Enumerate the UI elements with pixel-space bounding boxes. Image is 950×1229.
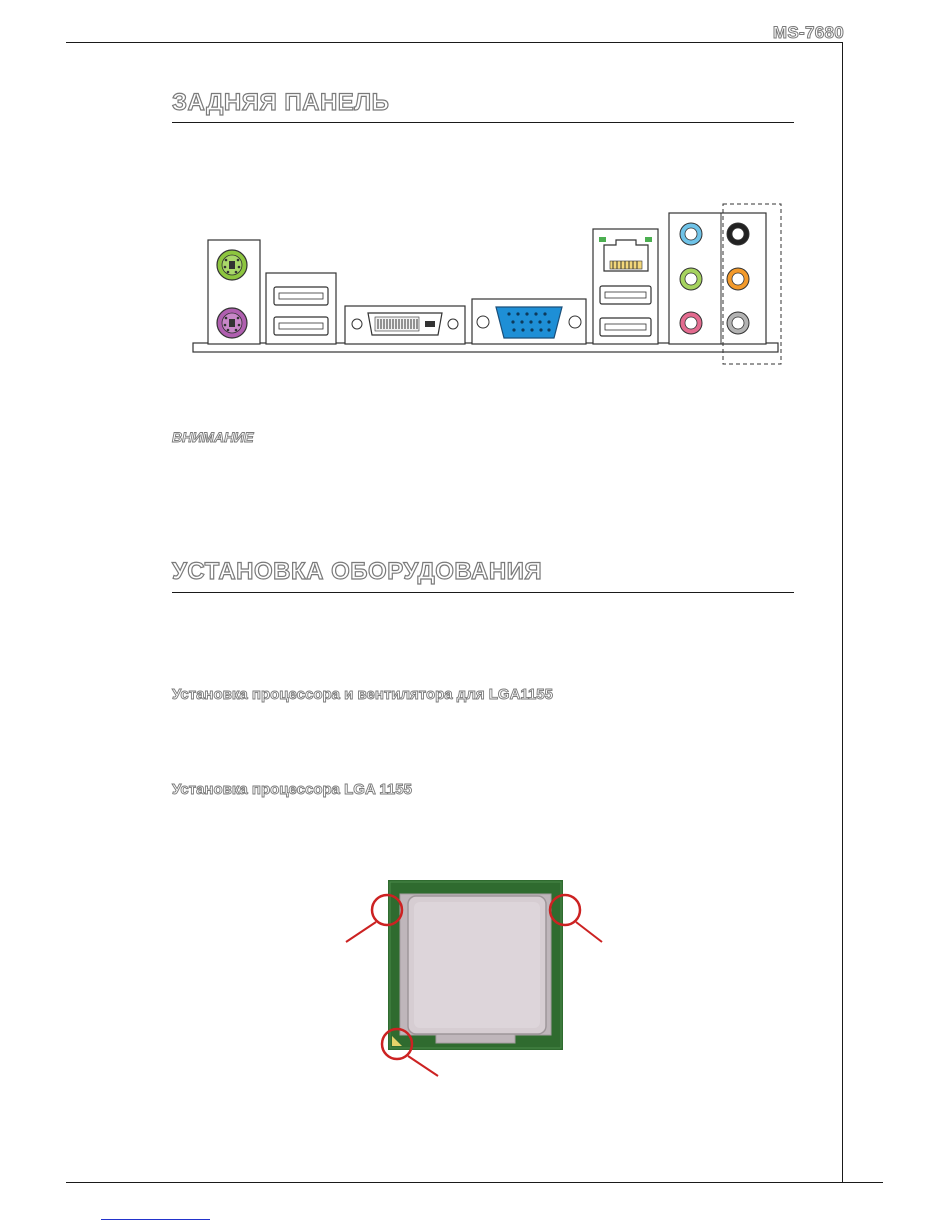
audio-jack-center-sub bbox=[727, 268, 749, 290]
section-rule-hardware-setup bbox=[172, 592, 794, 593]
vga-port bbox=[472, 299, 586, 344]
cpu-diagram bbox=[340, 880, 610, 1080]
lan-usb-block bbox=[593, 229, 658, 344]
ps2-ports bbox=[208, 240, 260, 344]
audio-jacks bbox=[669, 204, 781, 364]
audio-jack-line-in bbox=[680, 223, 702, 245]
ps2-keyboard-port bbox=[217, 308, 247, 338]
audio-jack-line-out bbox=[680, 268, 702, 290]
audio-jack-rear-speaker bbox=[727, 223, 749, 245]
notice-label: ВНИМАНИЕ bbox=[172, 429, 254, 445]
section-title-back-panel: ЗАДНЯЯ ПАНЕЛЬ bbox=[172, 89, 390, 116]
usb-ports-left bbox=[266, 273, 336, 344]
ps2-mouse-port bbox=[217, 250, 247, 280]
header-rule bbox=[66, 42, 842, 43]
audio-jack-mic bbox=[680, 312, 702, 334]
page-right-rule bbox=[842, 42, 843, 1182]
audio-jack-side-speaker bbox=[727, 312, 749, 334]
footer-rule bbox=[66, 1182, 883, 1183]
model-label: MS-7680 bbox=[772, 23, 844, 42]
subheading-cpu-fan-install: Установка процессора и вентилятора для LGA1155 bbox=[172, 686, 553, 703]
dvi-port bbox=[345, 306, 465, 344]
subheading-cpu-install: Установка процессора LGA 1155 bbox=[172, 781, 412, 798]
section-title-hardware-setup: УСТАНОВКА ОБОРУДОВАНИЯ bbox=[172, 558, 543, 585]
section-rule-back-panel bbox=[172, 122, 794, 123]
footer-link-underline[interactable] bbox=[101, 1219, 210, 1220]
back-panel-diagram bbox=[180, 195, 790, 370]
